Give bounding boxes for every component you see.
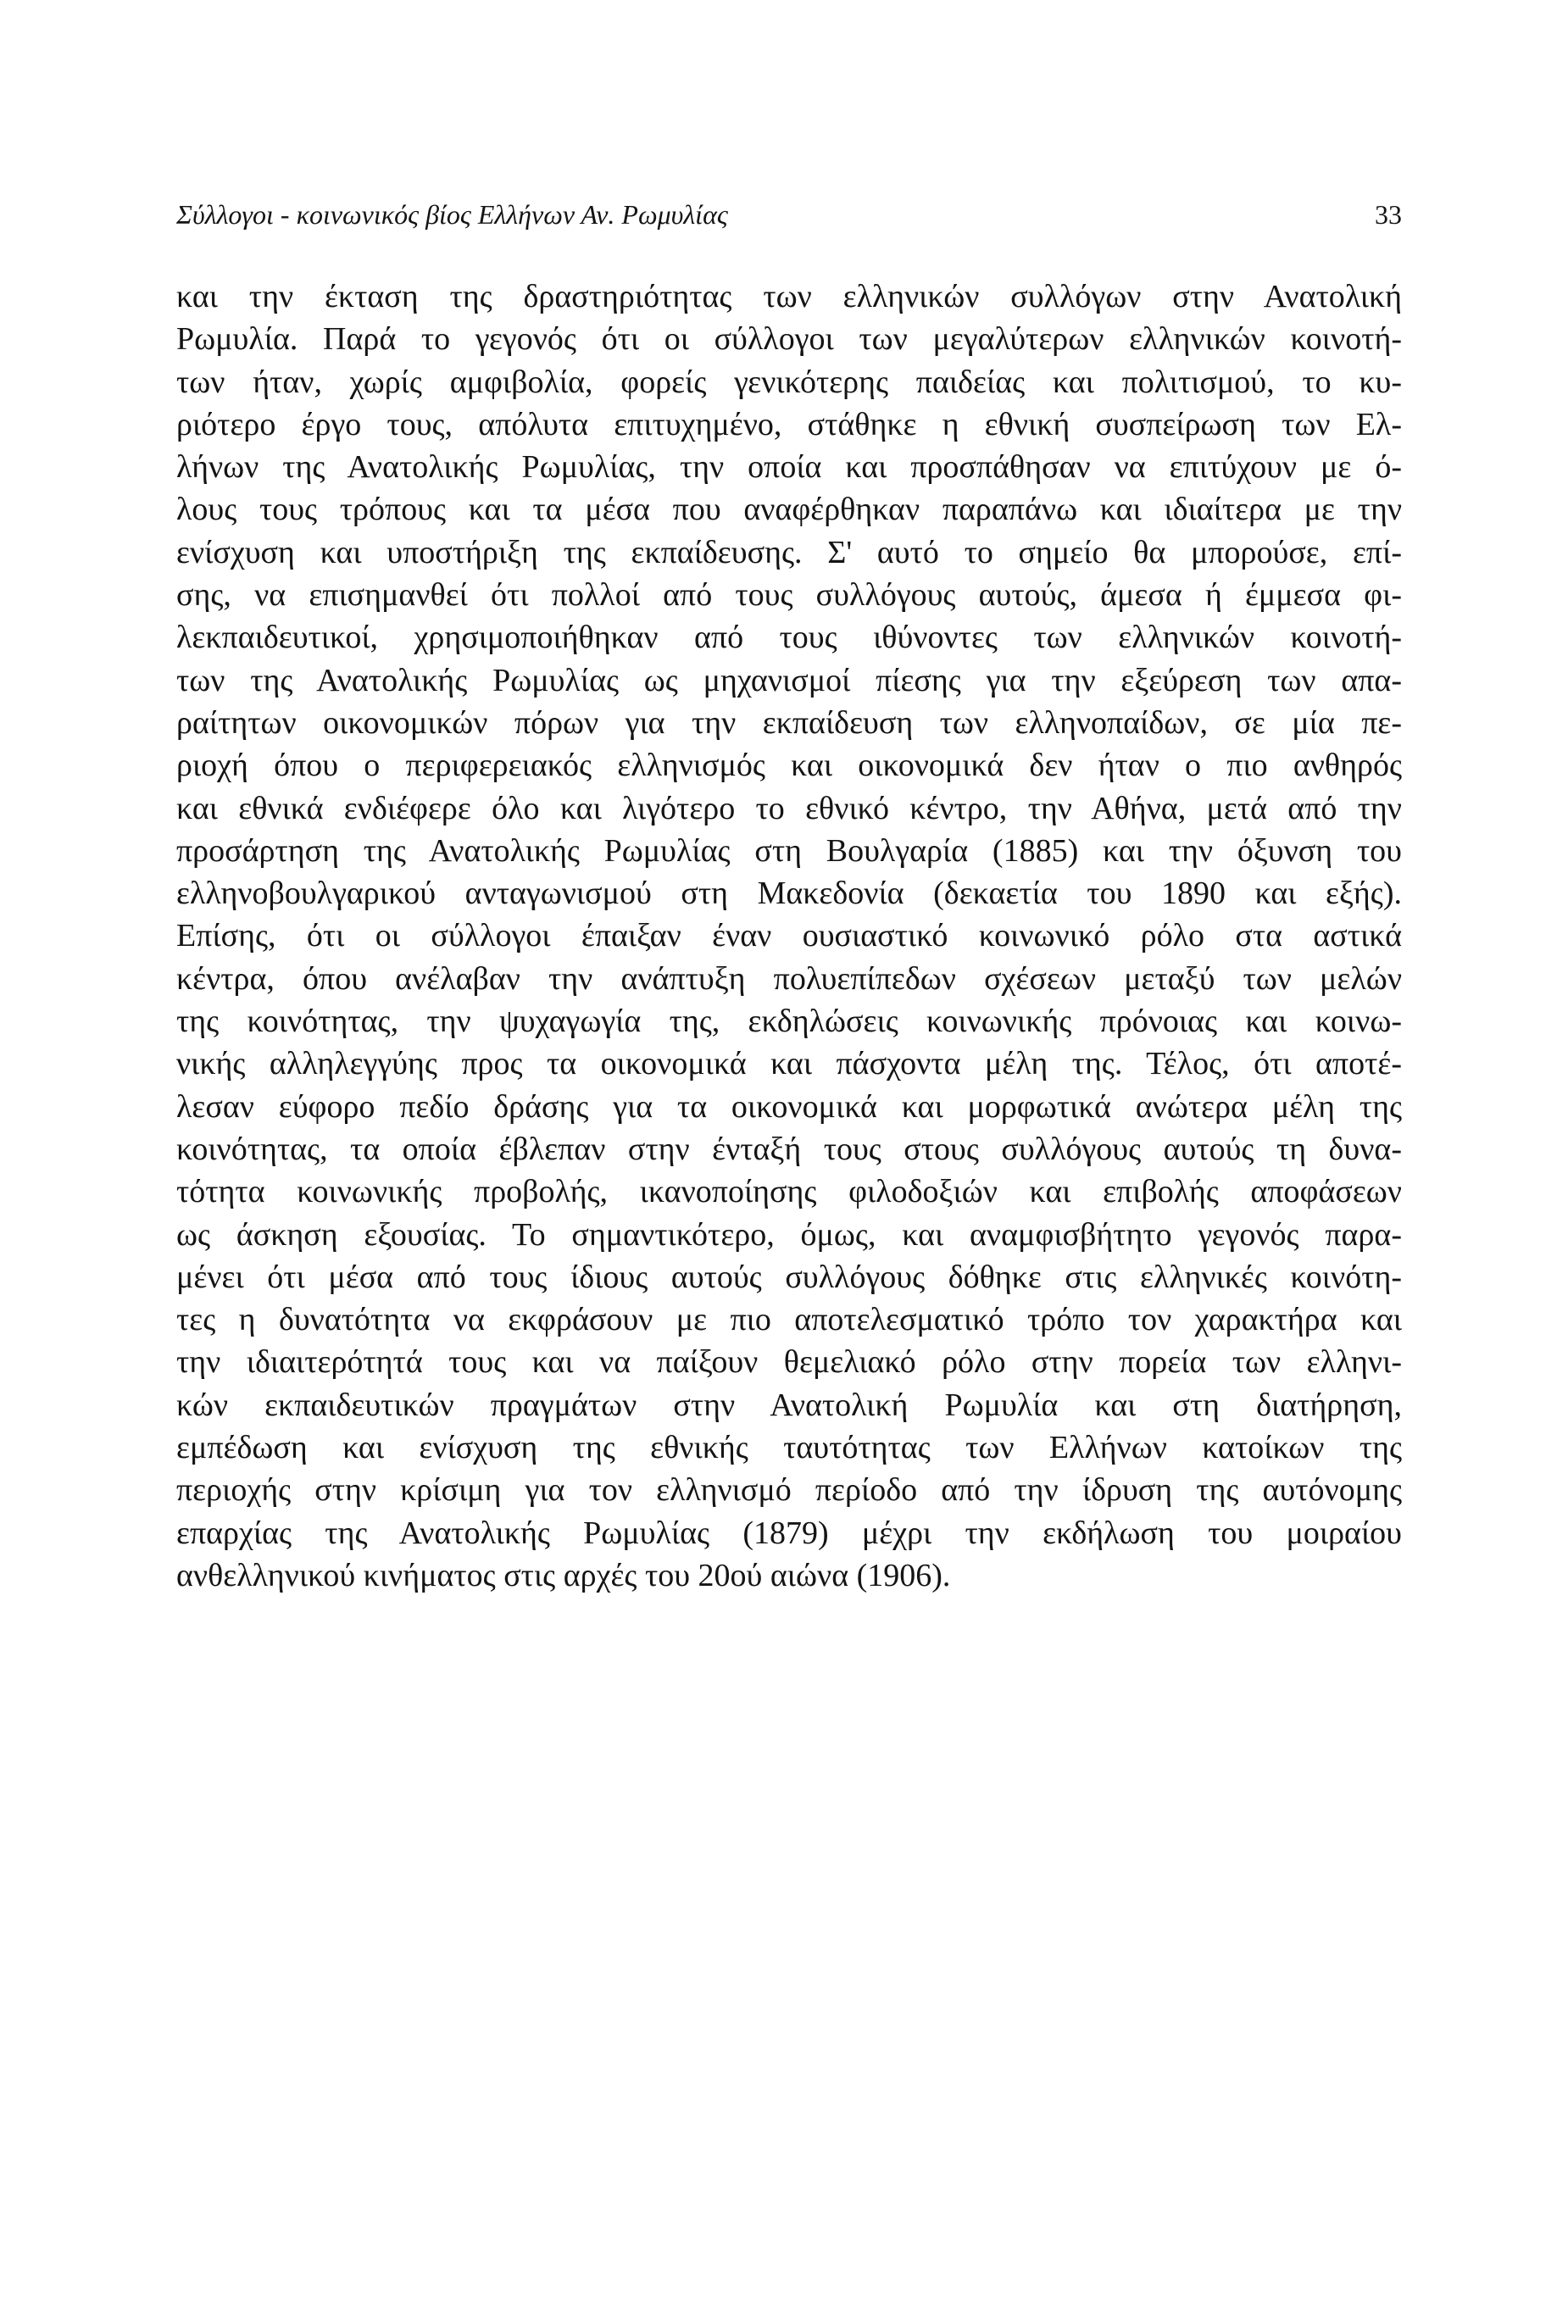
text-line: ριότερο έργο τους, απόλυτα επιτυχημένο, στάθηκε η εθνική συσπείρωση των Ελ- <box>176 406 1402 442</box>
text-line: λεσαν εύφορο πεδίο δράσης για τα οικονομικά και μορφωτικά ανώτερα μέλη της <box>176 1088 1402 1125</box>
text-line: εμπέδωση και ενίσχυση της εθνικής ταυτότητας των Ελλήνων κατοίκων της <box>176 1430 1402 1466</box>
running-header <box>176 193 1402 236</box>
text-line: σης, να επισημανθεί ότι πολλοί από τους συλλόγους αυτούς, άμεσα ή έμμεσα φι- <box>176 577 1402 614</box>
running-title: Σύλλογοι - κοινωνικός βίος Ελλήνων Αν. Ρωμυλίας <box>176 199 728 230</box>
text-line: επαρχίας της Ανατολικής Ρωμυλίας (1879) μέχρι την εκδήλωση του μοιραίου <box>176 1515 1402 1551</box>
text-line: περιοχής στην κρίσιμη για τον ελληνισμό περίοδο από την ίδρυση της αυτόνομης <box>176 1472 1402 1509</box>
text-line: κοινότητας, τα οποία έβλεπαν στην ένταξή τους στους συλλόγους αυτούς τη δυνα- <box>176 1131 1402 1167</box>
text-line: ως άσκηση εξουσίας. Το σημαντικότερο, όμως, και αναμφισβήτητο γεγονός παρα- <box>176 1216 1402 1253</box>
text-line: κέντρα, όπου ανέλαβαν την ανάπτυξη πολυεπίπεδων σχέσεων μεταξύ των μελών <box>176 960 1402 997</box>
text-line: κών εκπαιδευτικών πραγμάτων στην Ανατολική Ρωμυλία και στη διατήρηση, <box>176 1387 1402 1423</box>
text-line: τες η δυνατότητα να εκφράσουν με πιο αποτελεσματικό τρόπο τον χαρακτήρα και <box>176 1302 1402 1338</box>
text-line: την ιδιαιτερότητά τους και να παίξουν θεμελιακό ρόλο στην πορεία των ελληνι- <box>176 1344 1402 1381</box>
text-line: και εθνικά ενδιέφερε όλο και λιγότερο το εθνικό κέντρο, την Αθήνα, μετά από την <box>176 790 1402 826</box>
body-paragraph <box>176 275 1402 1597</box>
text-line: των ήταν, χωρίς αμφιβολία, φορείς γενικότερης παιδείας και πολιτισμού, το κυ- <box>176 364 1402 400</box>
text-line: των της Ανατολικής Ρωμυλίας ως μηχανισμοί πίεσης για την εξεύρεση των απα- <box>176 662 1402 698</box>
text-line: ελληνοβουλγαρικού ανταγωνισμού στη Μακεδονία (δεκαετία του 1890 και εξής). <box>176 876 1402 912</box>
text-line: Επίσης, ότι οι σύλλογοι έπαιξαν έναν ουσιαστικό κοινωνικό ρόλο στα αστικά <box>176 918 1402 954</box>
text-line: προσάρτηση της Ανατολικής Ρωμυλίας στη Βουλγαρία (1885) και την όξυνση του <box>176 832 1402 869</box>
text-line: και την έκταση της δραστηριότητας των ελληνικών συλλόγων στην Ανατολική <box>176 279 1402 314</box>
text-line: λήνων της Ανατολικής Ρωμυλίας, την οποία και προσπάθησαν να επιτύχουν με ό- <box>176 449 1402 486</box>
text-line: ραίτητων οικονομικών πόρων για την εκπαίδευση των ελληνοπαίδων, σε μία πε- <box>176 704 1402 741</box>
text-line: μένει ότι μέσα από τους ίδιους αυτούς συλλόγους δόθηκε στις ελληνικές κοινότη- <box>176 1259 1402 1295</box>
text-line: λους τους τρόπους και τα μέσα που αναφέρθηκαν παραπάνω και ιδιαίτερα με την <box>176 492 1402 528</box>
text-line: Ρωμυλία. Παρά το γεγονός ότι οι σύλλογοι των μεγαλύτερων ελληνικών κοινοτή- <box>176 321 1402 358</box>
text-line-last: ανθελληνικού κινήματος στις αρχές του 20ού αιώνα (1906). <box>176 1557 951 1593</box>
page-number: 33 <box>1375 199 1402 230</box>
text-line: ενίσχυση και υποστήριξη της εκπαίδευσης. Σ' αυτό το σημείο θα μπορούσε, επί- <box>176 534 1402 570</box>
text-line: της κοινότητας, την ψυχαγωγία της, εκδηλώσεις κοινωνικής πρόνοιας και κοινω- <box>176 1004 1402 1040</box>
text-line: ριοχή όπου ο περιφερειακός ελληνισμός και οικονομικά δεν ήταν ο πιο ανθηρός <box>176 748 1402 784</box>
text-line: νικής αλληλεγγύης προς τα οικονομικά και πάσχοντα μέλη της. Τέλος, ότι αποτέ- <box>176 1046 1402 1082</box>
text-line: λεκπαιδευτικοί, χρησιμοποιήθηκαν από τους ιθύνοντες των ελληνικών κοινοτή- <box>176 620 1402 656</box>
text-line: τότητα κοινωνικής προβολής, ικανοποίησης φιλοδοξιών και επιβολής αποφάσεων <box>176 1174 1402 1210</box>
